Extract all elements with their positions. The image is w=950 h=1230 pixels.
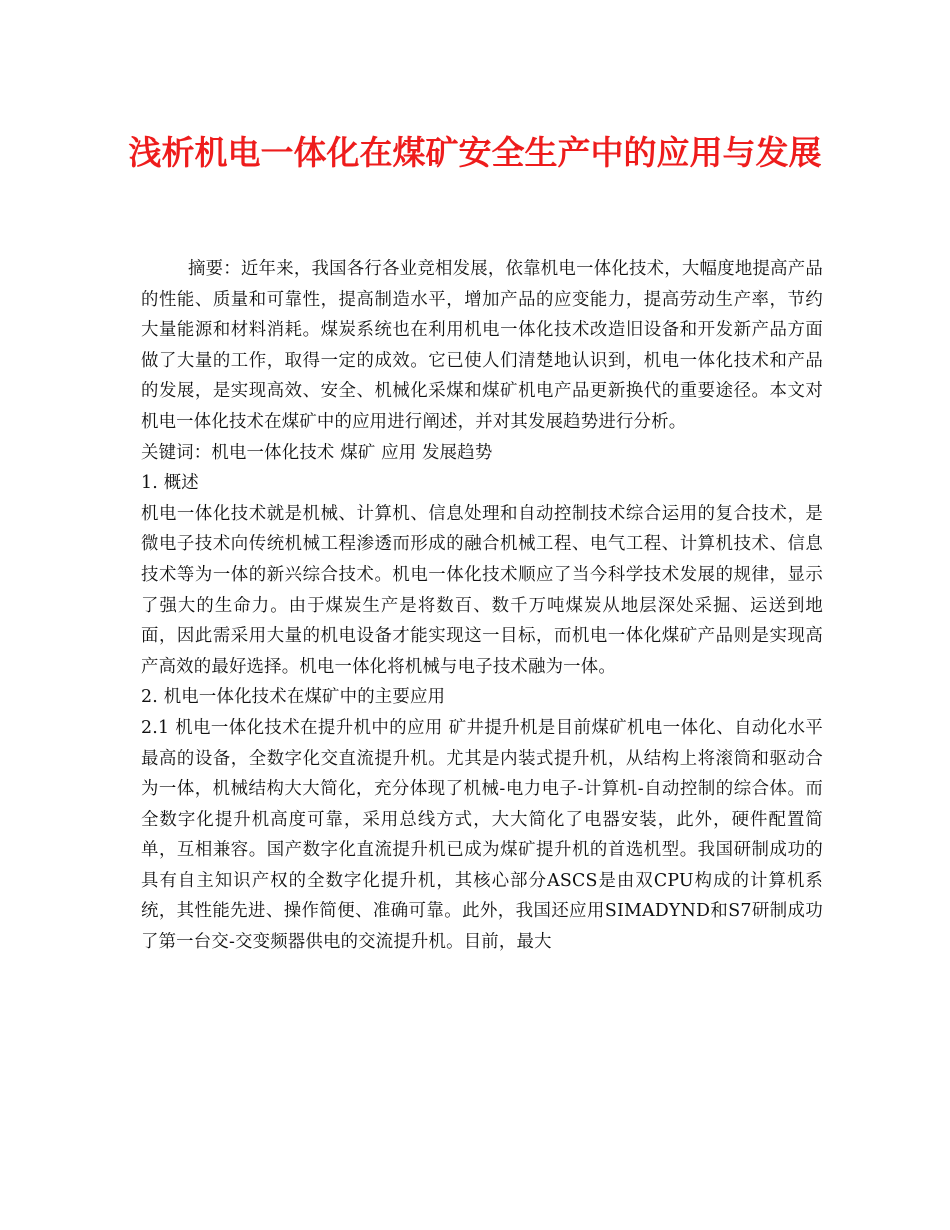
abstract-paragraph: 摘要：近年来，我国各行各业竞相发展，依靠机电一体化技术，大幅度地提高产品的性能、质量和可靠性，提高制造水平，增加产品的应变能力，提高劳动生产率，节约大量能源和材料消耗。煤炭系统也在利用机电一体化技术改造旧设备和开发新产品方面做了大量的工作，取得一定的成效。它已使人们清楚地认识到，机电一体化技术和产品的发展，是实现高效、安全、机械化采煤和煤矿机电产品更新换代的重要途径。本文对机电一体化技术在煤矿中的应用进行阐述，并对其发展趋势进行分析。 bbox=[141, 259, 823, 432]
section-2-heading: 2. 机电一体化技术在煤矿中的主要应用 bbox=[141, 687, 446, 708]
document-body bbox=[141, 254, 823, 958]
section-1-paragraph: 机电一体化技术就是机械、计算机、信息处理和自动控制技术综合运用的复合技术，是微电子技术向传统机械工程渗透而形成的融合机械工程、电气工程、计算机技术、信息技术等为一体的新兴综合技术。机电一体化技术顺应了当今科学技术发展的规律，显示了强大的生命力。由于煤炭生产是将数百、数千万吨煤炭从地层深处采掘、运送到地面，因此需采用大量的机电设备才能实现这一目标，而机电一体化煤矿产品则是实现高产高效的最好选择。机电一体化将机械与电子技术融为一体。 bbox=[141, 503, 823, 677]
section-2-1-paragraph: 2.1 机电一体化技术在提升机中的应用 矿井提升机是目前煤矿机电一体化、自动化水平最高的设备，全数字化交直流提升机。尤其是内装式提升机，从结构上将滚筒和驱动合为一体，机械结构大大简化，充分体现了机械-电力电子-计算机-自动控制的综合体。而全数字化提升机高度可靠，采用总线方式，大大简化了电器安装，此外，硬件配置简单，互相兼容。国产数字化直流提升机已成为煤矿提升机的首选机型。我国研制成功的具有自主知识产权的全数字化提升机，其核心部分ASCS是由双CPU构成的计算机系统，其性能先进、操作简便、准确可靠。此外，我国还应用SIMADYND和S7研制成功了第一台交-交变频器供电的交流提升机。目前，最大 bbox=[141, 717, 823, 953]
document-title: 浅析机电一体化在煤矿安全生产中的应用与发展 bbox=[128, 133, 822, 172]
keywords-line: 关键词：机电一体化技术 煤矿 应用 发展趋势 bbox=[141, 442, 493, 463]
section-1-heading: 1. 概述 bbox=[141, 473, 199, 494]
